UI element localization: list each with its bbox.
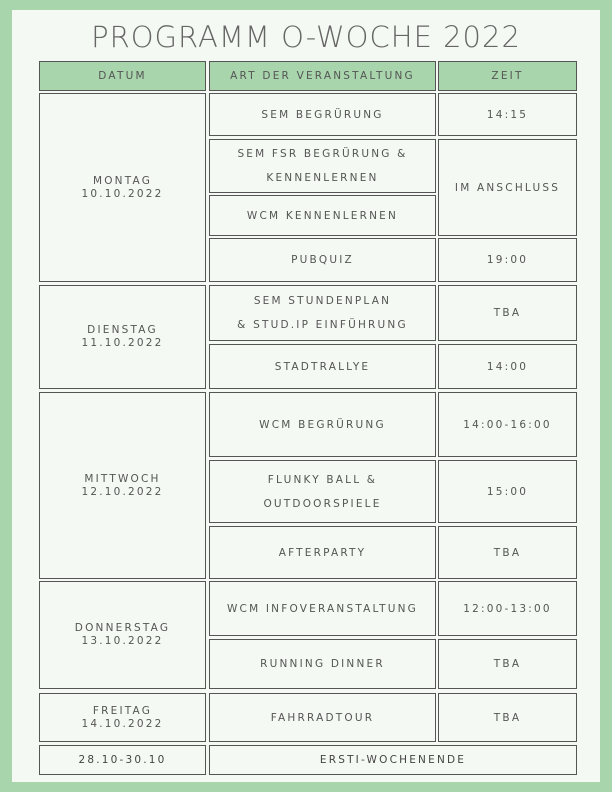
day-date: 13.10.2022 (81, 635, 164, 647)
day-cell-freitag (39, 693, 206, 742)
day-date: 14.10.2022 (81, 717, 164, 730)
day-cell-montag (39, 93, 206, 282)
event-afterparty: AFTERPARTY (209, 526, 436, 579)
day-name: MONTAG (92, 174, 153, 187)
day-date: 10.10.2022 (81, 187, 164, 200)
time-wcm-infoveranstaltung: 12:00-13:00 (438, 581, 577, 636)
event-sem-fsr-begruessung: SEM FSR BEGRÜRUNG & KENNENLERNEN (209, 139, 436, 193)
page-title: PROGRAMM O-WOCHE 2022 (91, 20, 521, 54)
event-stadtrallye: STADTRALLYE (209, 344, 436, 389)
header-zeit: ZEIT (438, 61, 577, 91)
day-name: DIENSTAG (87, 324, 158, 336)
time-sem-stundenplan: TBA (438, 285, 577, 341)
time-running-dinner: TBA (438, 639, 577, 689)
event-fahrradtour: FAHRRADTOUR (209, 693, 436, 742)
event-sem-stundenplan: SEM STUNDENPLAN & STUD.IP EINFÜHRUNG (209, 285, 436, 341)
day-date: 11.10.2022 (81, 337, 164, 349)
header-art-der-veranstaltung: ART DER VERANSTALTUNG (209, 61, 436, 91)
day-cell-mittwoch (39, 392, 206, 579)
time-wcm-begruessung: 14:00-16:00 (438, 392, 577, 457)
weekend-event: ERSTI-WOCHENENDE (209, 745, 577, 775)
header-datum: DATUM (39, 61, 206, 91)
day-cell-donnerstag (39, 581, 206, 689)
time-flunky-ball: 15:00 (438, 460, 577, 523)
event-pubquiz: PUBQUIZ (209, 238, 436, 282)
time-stadtrallye: 14:00 (438, 344, 577, 389)
day-cell-dienstag (39, 285, 206, 389)
event-running-dinner: RUNNING DINNER (209, 639, 436, 689)
time-sem-begruessung: 14:15 (438, 93, 577, 136)
event-sem-begruessung: SEM BEGRÜRUNG (209, 93, 436, 136)
time-afterparty: TBA (438, 526, 577, 579)
time-fahrradtour: TBA (438, 693, 577, 742)
event-flunky-ball: FLUNKY BALL & OUTDOORSPIELE (209, 460, 436, 523)
event-wcm-kennenlernen: WCM KENNENLERNEN (209, 195, 436, 236)
day-date: 12.10.2022 (81, 485, 164, 498)
weekend-date: 28.10-30.10 (39, 745, 206, 775)
day-name: FREITAG (92, 704, 153, 717)
event-wcm-begruessung: WCM BEGRÜRUNG (209, 392, 436, 457)
time-pubquiz: 19:00 (438, 238, 577, 282)
event-wcm-infoveranstaltung: WCM INFOVERANSTALTUNG (209, 581, 436, 636)
day-name: MITTWOCH (84, 472, 161, 485)
time-im-anschluss: IM ANSCHLUSS (438, 139, 577, 236)
day-name: DONNERSTAG (74, 622, 171, 634)
